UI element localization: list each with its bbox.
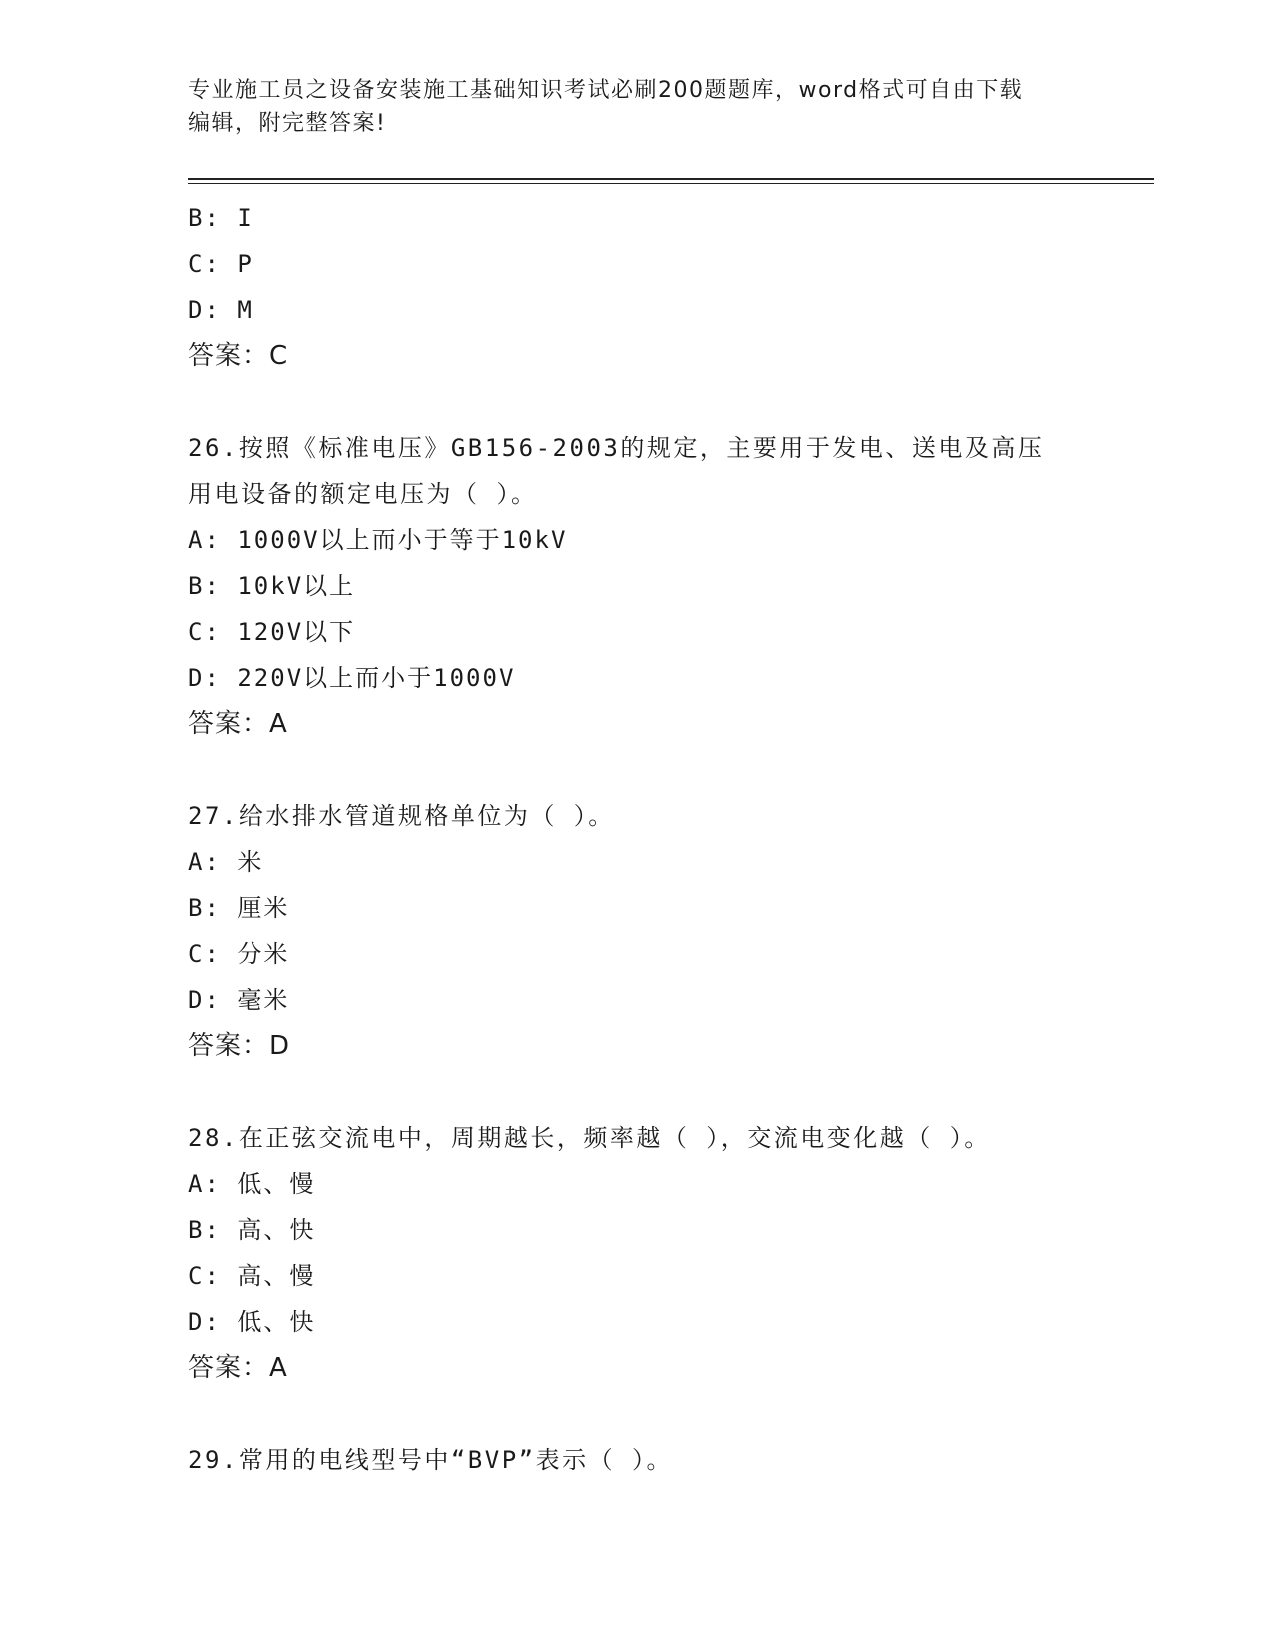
- option-d: D: 低、快: [188, 1308, 316, 1336]
- spacer: [188, 1391, 1108, 1437]
- header-divider: [188, 178, 1154, 184]
- option-d: D: M: [188, 296, 254, 324]
- answer-label: 答案：D: [188, 1031, 291, 1061]
- answer-label: 答案：A: [188, 709, 288, 739]
- question-27: [188, 793, 1108, 1069]
- spacer: [188, 747, 1108, 793]
- question-25: [188, 195, 1108, 379]
- question-stem-line: 29.常用的电线型号中“BVP”表示（ ）。: [188, 1446, 674, 1474]
- answer-label: 答案：C: [188, 341, 289, 371]
- option-c: C: P: [188, 250, 254, 278]
- option-b: B: 高、快: [188, 1216, 316, 1244]
- question-26: [188, 425, 1108, 747]
- question-29: [188, 1437, 1108, 1483]
- option-c: C: 分米: [188, 940, 290, 968]
- question-list: [188, 195, 1108, 1483]
- header-title-line-1: 专业施工员之设备安装施工基础知识考试必刷200题题库，word格式可自由下载: [188, 78, 1024, 103]
- question-stem-line: 28.在正弦交流电中，周期越长，频率越（ ），交流电变化越（ ）。: [188, 1124, 991, 1152]
- option-b: B: 10kV以上: [188, 572, 356, 600]
- question-28: [188, 1115, 1108, 1391]
- option-c: C: 高、慢: [188, 1262, 316, 1290]
- question-stem-line: 26.按照《标准电压》GB156-2003的规定，主要用于发电、送电及高压: [188, 434, 1045, 462]
- option-c: C: 120V以下: [188, 618, 356, 646]
- spacer: [188, 1069, 1108, 1115]
- option-a: A: 1000V以上而小于等于10kV: [188, 526, 568, 554]
- option-a: A: 米: [188, 848, 264, 876]
- question-stem-line: 用电设备的额定电压为（ ）。: [188, 480, 538, 508]
- option-d: D: 毫米: [188, 986, 290, 1014]
- option-d: D: 220V以上而小于1000V: [188, 664, 516, 692]
- spacer: [188, 379, 1108, 425]
- option-a: A: 低、慢: [188, 1170, 316, 1198]
- question-stem-line: 27.给水排水管道规格单位为（ ）。: [188, 802, 615, 830]
- option-b: B: 厘米: [188, 894, 290, 922]
- header-title-line-2: 编辑，附完整答案!: [188, 111, 387, 136]
- option-b: B: I: [188, 204, 254, 232]
- answer-label: 答案：A: [188, 1353, 288, 1383]
- page-header: [188, 74, 1068, 140]
